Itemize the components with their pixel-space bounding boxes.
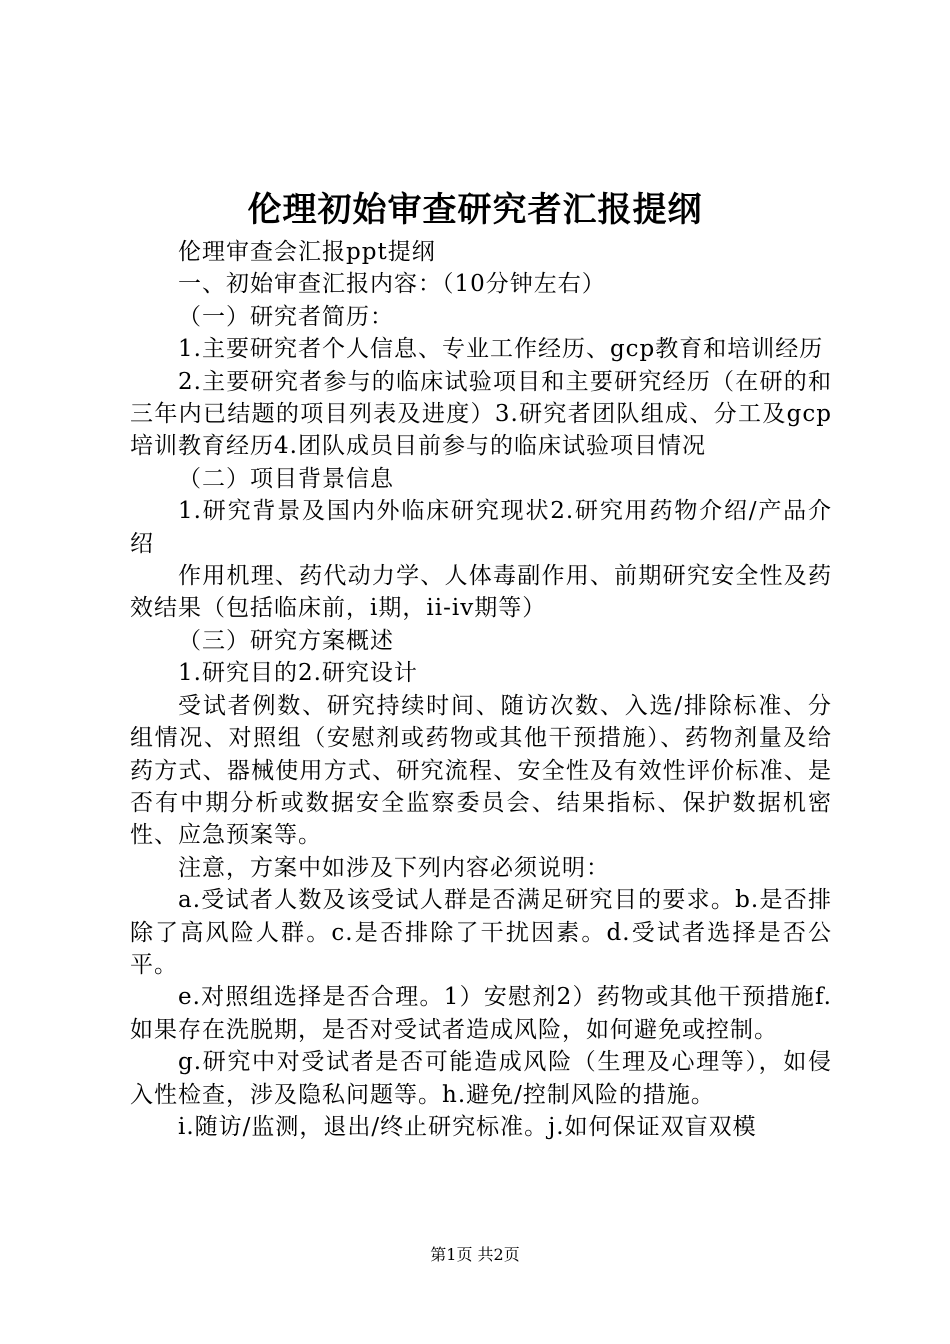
paragraph: e.对照组选择是否合理。1）安慰剂2）药物或其他干预措施f.如果存在洗脱期，是否对受试者造成风险，如何避免或控制。	[130, 984, 832, 1043]
paragraph: a.受试者人数及该受试人群是否满足研究目的要求。b.是否排除了高风险人群。c.是否排除了干扰因素。d.受试者选择是否公平。	[130, 887, 832, 978]
paragraph: 1.研究目的2.研究设计	[178, 660, 418, 687]
paragraph: （二）项目背景信息	[178, 465, 394, 492]
document-title: 伦理初始审查研究者汇报提纲	[247, 190, 703, 230]
paragraph: 1.主要研究者个人信息、专业工作经历、gcp教育和培训经历	[178, 336, 824, 363]
paragraph: g.研究中对受试者是否可能造成风险（生理及心理等），如侵入性检查，涉及隐私问题等。h.避免/控制风险的措施。	[130, 1049, 832, 1108]
paragraph: 伦理审查会汇报ppt提纲	[178, 239, 436, 265]
paragraph: （一）研究者简历：	[178, 303, 394, 330]
paragraph: 作用机理、药代动力学、人体毒副作用、前期研究安全性及药效结果（包括临床前，i期，ii-iv期等）	[130, 563, 832, 622]
paragraph: 2.主要研究者参与的临床试验项目和主要研究经历（在研的和三年内已结题的项目列表及进度）3.研究者团队组成、分工及gcp培训教育经历4.团队成员目前参与的临床试验项目情况	[130, 368, 832, 460]
paragraph: 注意，方案中如涉及下列内容必须说明：	[178, 854, 610, 881]
paragraph: 受试者例数、研究持续时间、随访次数、入选/排除标准、分组情况、对照组（安慰剂或药物或其他干预措施）、药物剂量及给药方式、器械使用方式、研究流程、安全性及有效性评价标准、是否有中期分析或数据安全监察委员会、结果指标、保护数据机密性、应急预案等。	[130, 692, 832, 849]
paragraph: 1.研究背景及国内外临床研究现状2.研究用药物介绍/产品介绍	[130, 498, 832, 557]
paragraph: i.随访/监测，退出/终止研究标准。j.如何保证双盲双模	[178, 1113, 757, 1140]
document-body	[130, 236, 832, 1143]
page-footer: 第1页 共2页	[430, 1245, 520, 1264]
paragraph: 一、初始审查汇报内容：（10分钟左右）	[178, 271, 606, 298]
paragraph: （三）研究方案概述	[178, 627, 394, 654]
